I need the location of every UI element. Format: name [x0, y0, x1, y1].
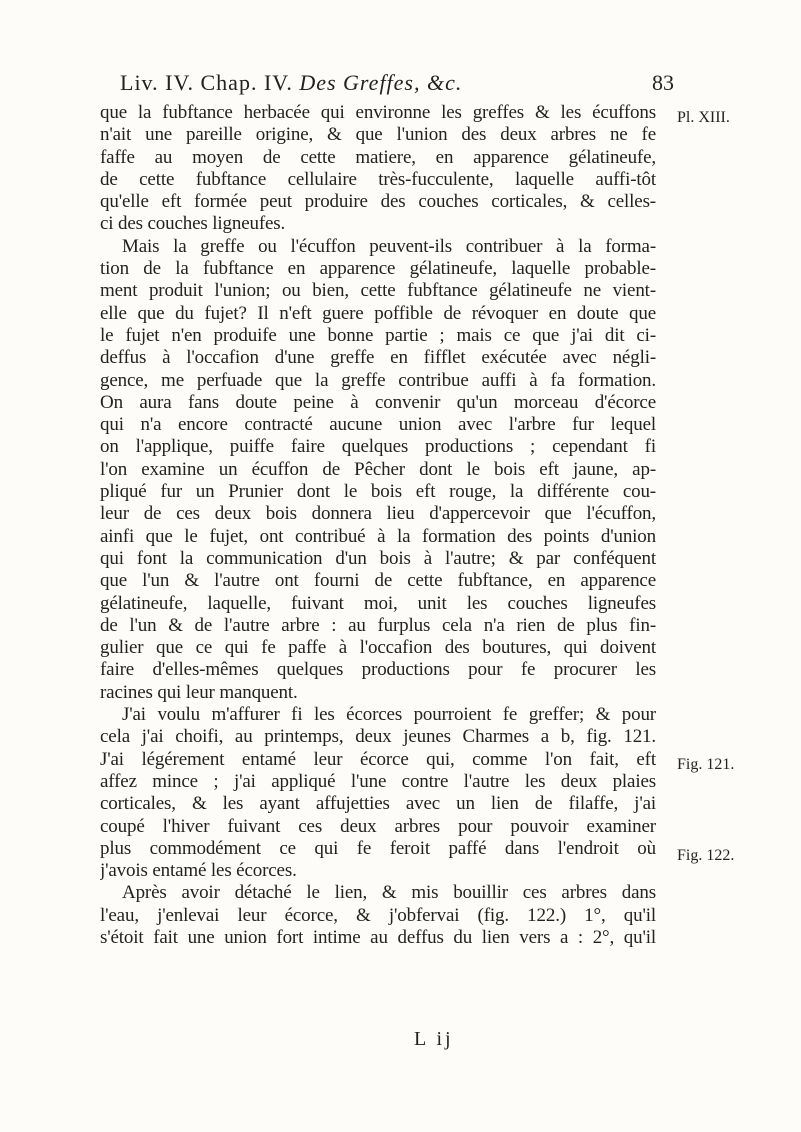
text-line: gulier que ce qui fe paffe à l'occafion des boutures, qui doivent: [100, 637, 656, 659]
running-head: [120, 70, 680, 104]
text-line: de cette fubftance cellulaire très-fucculente, laquelle auffi-tôt: [100, 168, 656, 190]
text-line: On aura fans doute peine à convenir qu'un morceau d'écorce: [100, 391, 656, 413]
text-line: J'ai voulu m'affurer fi les écorces pourroient fe greffer; & pour: [122, 704, 656, 726]
text-line: plus commodément ce qui fe feroit paffé dans l'endroit où: [100, 837, 656, 859]
text-line: coupé l'hiver fuivant ces deux arbres pour pouvoir examiner: [100, 815, 656, 837]
margin-note-fig-121: Fig. 121.: [677, 756, 735, 773]
text-line: affez mince ; j'ai appliqué l'une contre l'autre les deux plaies: [100, 770, 656, 792]
text-line: Après avoir détaché le lien, & mis bouillir ces arbres dans: [122, 882, 656, 904]
margin-note-fig-122: Fig. 122.: [677, 847, 735, 864]
text-line: le fujet n'en produife une bonne partie ; mais ce que j'ai dit ci-: [100, 324, 656, 346]
text-line: gence, me perfuade que la greffe contribue auffi à fa formation.: [100, 369, 656, 391]
text-line: deffus à l'occafion d'une greffe en fifflet exécutée avec négli-: [100, 347, 656, 369]
text-line: cela j'ai choifi, au printemps, deux jeunes Charmes a b, fig. 121.: [100, 726, 656, 748]
text-line: ainfi que le fujet, ont contribué à la formation des points d'union: [100, 525, 656, 547]
text-line: ci des couches ligneufes.: [100, 213, 286, 235]
margin-note-plate: Pl. XIII.: [677, 109, 730, 126]
text-line: leur de ces deux bois donnera lieu d'appercevoir que l'écuffon,: [100, 503, 656, 525]
text-line: faffe au moyen de cette matiere, en apparence gélatineufe,: [100, 146, 656, 168]
text-line: que l'un & l'autre ont fourni de cette fubftance, en apparence: [100, 570, 656, 592]
text-line: l'eau, j'enlevai leur écorce, & j'obfervai (fig. 122.) 1°, qu'il: [100, 904, 656, 926]
text-line: racines qui leur manquent.: [100, 681, 298, 703]
text-line: l'on examine un écuffon de Pêcher dont le bois eft jaune, ap-: [100, 458, 656, 480]
text-line: elle que du fujet? Il n'eft guere poffible de révoquer en doute que: [100, 302, 656, 324]
text-line: que la fubftance herbacée qui environne les greffes & les écuffons: [100, 102, 656, 123]
running-head-title: Des Greffes, &c.: [299, 70, 463, 95]
text-line: qui n'a encore contracté aucune union avec l'arbre fur lequel: [100, 414, 656, 436]
body-text: [100, 102, 656, 949]
text-line: gélatineufe, laquelle, fuivant moi, unit les couches ligneufes: [100, 592, 656, 614]
text-line: faire d'elles-mêmes quelques productions pour fe procurer les: [100, 659, 656, 681]
text-line: s'étoit fait une union fort intime au deffus du lien vers a : 2°, qu'il: [100, 926, 656, 948]
text-line: on l'applique, puiffe faire quelques productions ; cependant fi: [100, 436, 656, 458]
text-line: ment produit l'union; ou bien, cette fubftance gélatineufe ne vient-: [100, 280, 656, 302]
text-line: de l'un & de l'autre arbre : au furplus cela n'a rien de plus fin-: [100, 614, 656, 636]
text-line: n'ait une pareille origine, & que l'union des deux arbres ne fe: [100, 124, 656, 146]
text-line: qui font la communication d'un bois à l'autre; & par conféquent: [100, 547, 656, 569]
page-number: 83: [652, 70, 674, 95]
text-line: corticales, & les ayant affujetties avec un lien de filaffe, j'ai: [100, 793, 656, 815]
signature-mark: L ij: [414, 1028, 454, 1050]
text-line: qu'elle eft formée peut produire des couches corticales, & celles-: [100, 191, 656, 213]
text-line: pliqué fur un Prunier dont le bois eft rouge, la différente cou-: [100, 481, 656, 503]
text-line: j'avois entamé les écorces.: [100, 860, 297, 882]
text-line: Mais la greffe ou l'écuffon peuvent-ils contribuer à la forma-: [122, 235, 656, 257]
running-head-text: Liv. IV. Chap. IV.: [120, 70, 293, 95]
text-line: tion de la fubftance en apparence gélatineufe, laquelle probable-: [100, 258, 656, 280]
text-line: J'ai légérement entamé leur écorce qui, comme l'on fait, eft: [100, 748, 656, 770]
